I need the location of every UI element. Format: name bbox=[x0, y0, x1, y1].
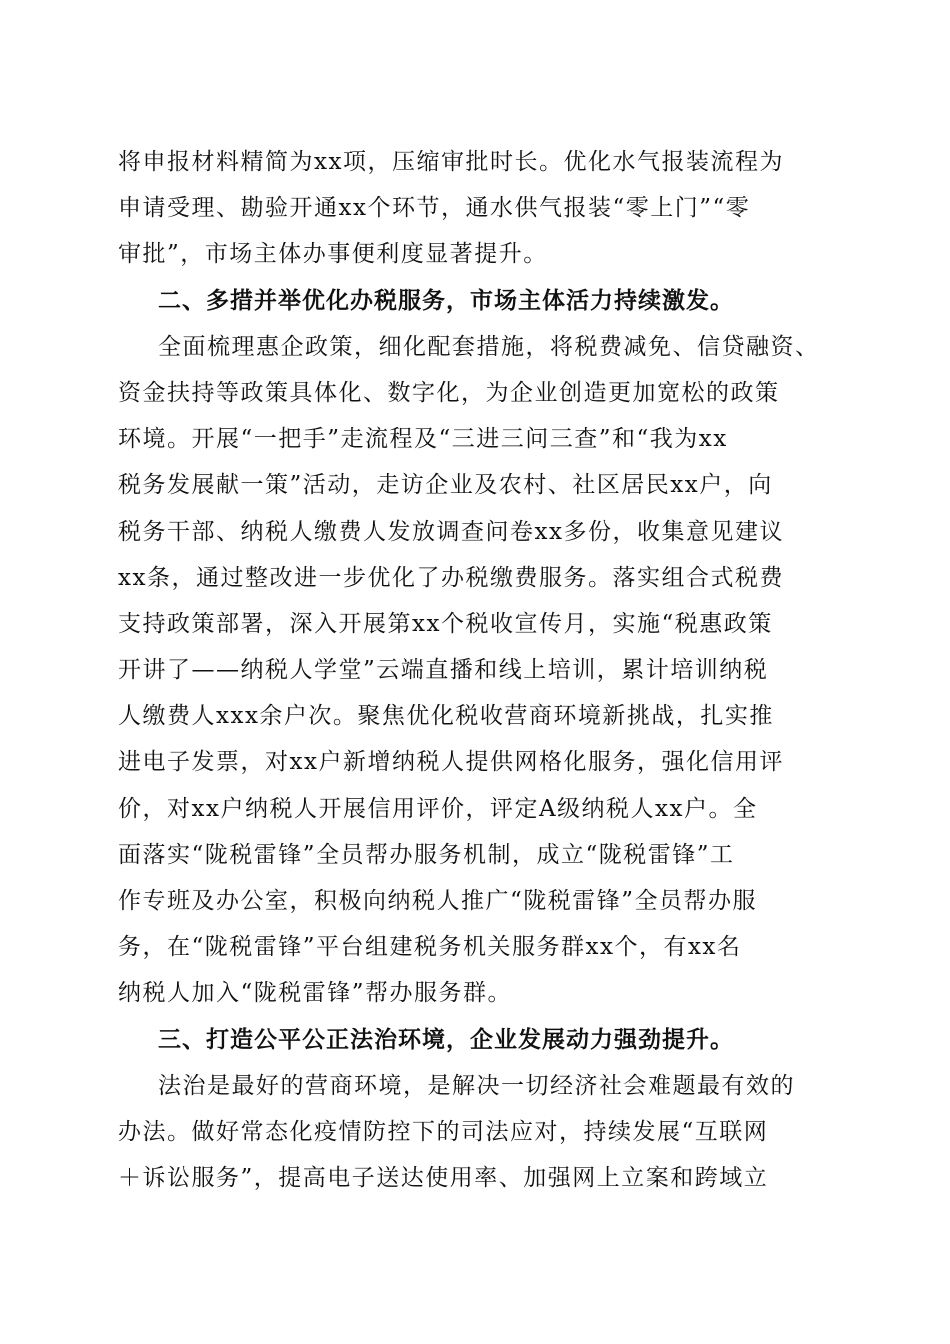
paragraph-line: 人缴费人xxx余户次。聚焦优化税收营商环境新挑战，扎实推 bbox=[118, 703, 774, 730]
paragraph-line: 支持政策部署，深入开展第xx个税收宣传月，实施“税惠政策 bbox=[118, 610, 773, 637]
paragraph-line: 办法。做好常态化疫情防控下的司法应对，持续发展“互联网 bbox=[118, 1118, 769, 1145]
section-heading-3: 三、打造公平公正法治环境，企业发展动力强劲提升。 bbox=[158, 1026, 734, 1053]
paragraph-line: 纳税人加入“陇税雷锋”帮办服务群。 bbox=[118, 980, 513, 1007]
paragraph-line: 资金扶持等政策具体化、数字化，为企业创造更加宽松的政策 bbox=[118, 379, 780, 406]
paragraph-line: 法治是最好的营商环境，是解决一切经济社会难题最有效的 bbox=[158, 1072, 795, 1099]
paragraph-line: 作专班及办公室，积极向纳税人推广“陇税雷锋”全员帮办服 bbox=[118, 888, 758, 914]
paragraph-line: 价，对xx户纳税人开展信用评价，评定A级纳税人xx户。全 bbox=[118, 795, 758, 822]
paragraph-line: 开讲了——纳税人学堂”云端直播和线上培训，累计培训纳税 bbox=[118, 657, 769, 684]
paragraph-line: 审批”，市场主体办事便利度显著提升。 bbox=[118, 241, 548, 268]
paragraph-line: xx条，通过整改进一步优化了办税缴费服务。落实组合式税费 bbox=[118, 564, 784, 591]
document-page bbox=[118, 139, 838, 1201]
paragraph-line: 税务发展献一策”活动，走访企业及农村、社区居民xx户，向 bbox=[118, 472, 773, 499]
paragraph-line: 进电子发票，对xx户新增纳税人提供网格化服务，强化信用评 bbox=[118, 749, 784, 776]
paragraph-line: 环境。开展“一把手”走流程及“三进三问三查”和“我为xx bbox=[118, 426, 728, 453]
paragraph-line: ＋诉讼服务”，提高电子送达使用率、加强网上立案和跨域立 bbox=[118, 1165, 769, 1192]
paragraph-line: 全面梳理惠企政策，细化配套措施，将税费减免、信贷融资、 bbox=[158, 333, 820, 360]
paragraph-line: 面落实“陇税雷锋”全员帮办服务机制，成立“陇税雷锋”工 bbox=[118, 841, 735, 868]
paragraph-line: 务，在“陇税雷锋”平台组建税务机关服务群xx个，有xx名 bbox=[118, 934, 742, 961]
paragraph-line: 申请受理、勘验开通xx个环节，通水供气报装“零上门”“零 bbox=[118, 195, 751, 222]
section-heading-2: 二、多措并举优化办税服务，市场主体活力持续激发。 bbox=[158, 287, 734, 314]
paragraph-line: 税务干部、纳税人缴费人发放调查问卷xx多份，收集意见建议 bbox=[118, 518, 784, 545]
paragraph-line: 将申报材料精简为xx项，压缩审批时长。优化水气报装流程为 bbox=[118, 149, 784, 175]
